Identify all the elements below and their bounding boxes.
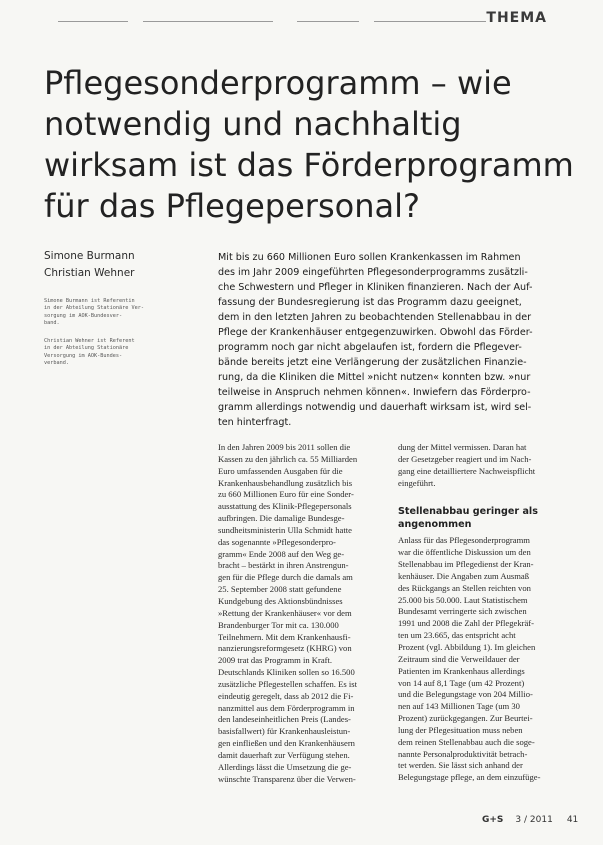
body-line: Belegungstage pflege, an dem einzufüge- <box>398 772 541 783</box>
body-line: gen einfließen und den Krankenhäusern <box>218 738 355 749</box>
section-subheading: Stellenabbau geringer als <box>398 506 538 518</box>
body-line: lung der Pflegesituation muss neben <box>398 724 523 735</box>
body-line: Anlass für das Pflegesonderprogramm <box>398 535 530 546</box>
body-column-2 <box>398 442 568 784</box>
body-line: Euro umfassenden Ausgaben für die <box>218 465 343 476</box>
body-line: eingeführt. <box>398 477 436 488</box>
section-label: THEMA <box>486 10 547 26</box>
author-bio <box>44 338 168 368</box>
body-line: Allerdings lässt die Umsetzung die ge- <box>218 761 352 772</box>
lead-line: teilweise in Anspruch nehmen können«. Inwiefern das Förderpro- <box>218 387 531 398</box>
page-footer <box>482 815 592 825</box>
headline-line: notwendig und nachhaltig <box>44 105 462 143</box>
body-line: Zeitraum sind die Verweildauer der <box>398 653 520 664</box>
body-line: tet werden. Sie lässt sich anhand der <box>398 760 523 771</box>
body-line: eindeutig geregelt, dass ab 2012 die Fi- <box>218 690 354 701</box>
body-line: Teilnehmern. Mit dem Krankenhausfi- <box>218 631 351 642</box>
bio-line: verband. <box>44 360 69 367</box>
body-line: von 14 auf 8,1 Tage (um 42 Prozent) <box>398 677 525 688</box>
author-list <box>44 248 135 282</box>
author-name: Christian Wehner <box>44 267 135 279</box>
body-line: dem reinen Stellenabbau auch die soge- <box>398 736 535 747</box>
body-line: zu 660 Millionen Euro für eine Sonder- <box>218 489 354 500</box>
lead-line: gramm allerdings notwendig und dauerhaft wirksam ist, wird sel- <box>218 402 532 413</box>
body-line: 1991 und 2008 die Zahl der Pflegekräf- <box>398 618 535 629</box>
bio-line: Christian Wehner ist Referent <box>44 338 135 344</box>
body-line: Krankenhausbehandlung zusätzlich bis <box>218 477 353 488</box>
body-line: war die öffentliche Diskussion um den <box>398 547 531 558</box>
body-line: Patienten im Krankenhaus allerdings <box>398 665 525 676</box>
body-line: nannte Personalproduktivität betrach- <box>398 748 528 759</box>
body-line: Prozent) zurückgegangen. Zur Beurtei- <box>398 713 533 724</box>
body-line: In den Jahren 2009 bis 2011 sollen die <box>218 442 351 452</box>
header-rule <box>374 21 486 22</box>
body-line: das sogenannte »Pflegesonderpro- <box>218 536 336 547</box>
body-line: ten um 23.665, das entspricht acht <box>398 630 516 641</box>
body-line: 2009 trat das Programm in Kraft. <box>218 655 333 666</box>
header-rule <box>297 21 359 22</box>
headline-line: Pflegesonderprogramm – wie <box>44 64 512 102</box>
body-line: zusätzliche Pflegestellen schaffen. Es ist <box>218 678 357 689</box>
body-line: gen für die Pflege durch die damals am <box>218 572 353 583</box>
lead-line: che Schwestern und Pfleger in Kliniken finanzieren. Nach der Auf- <box>218 282 533 293</box>
header-rule <box>143 21 273 22</box>
lead-line: fassung der Bundesregierung ist das Programm dazu geeignet, <box>218 297 522 308</box>
body-line: den landeseinheitlichen Preis (Landes- <box>218 714 351 725</box>
bio-line: in der Abteilung Stationäre <box>44 345 129 352</box>
body-line: Kundgebung des Aktionsbündnisses <box>218 595 343 606</box>
lead-line: dem in den letzten Jahren zu beobachtenden Stellenabbau in der <box>218 312 532 323</box>
body-line: bracht – bestärkt in ihren Anstrengun- <box>218 560 349 571</box>
body-line: aufbringen. Die damalige Bundesge- <box>218 513 345 524</box>
lead-paragraph <box>218 250 566 430</box>
bio-line: band. <box>44 320 60 327</box>
section-subheading: angenommen <box>398 519 472 531</box>
body-line: 25.000 bis 50.000. Laut Statistischem <box>398 594 528 605</box>
bio-line: Versorgung im AOK-Bundes- <box>44 352 123 359</box>
lead-line: Pflege der Krankenhäuser entgegenzuwirken. Obwohl das Förder- <box>218 327 533 338</box>
lead-line: Mit bis zu 660 Millionen Euro sollen Krankenkassen im Rahmen <box>218 252 521 263</box>
body-line: gang eine detailliertere Nachweispflicht <box>398 465 536 476</box>
body-line: nen auf 143 Millionen Tage (um 30 <box>398 701 520 712</box>
body-line: Stellenabbau im Pflegedienst der Kran- <box>398 559 534 570</box>
issue-number: 3 / 2011 <box>515 815 553 825</box>
article-headline <box>44 63 584 227</box>
body-line: basisfallwert) für Krankenhausleistun- <box>218 726 351 737</box>
bio-line: sorgung im AOK-Bundesver- <box>44 312 123 319</box>
body-line: Kassen zu den jährlich ca. 55 Milliarden <box>218 453 358 464</box>
author-name: Simone Burmann <box>44 250 135 262</box>
body-column-1 <box>218 442 383 785</box>
body-line: ausstattung des Klinik-Pflegepersonals <box>218 501 352 512</box>
page-number: 41 <box>566 815 579 825</box>
body-line: Prozent (vgl. Abbildung 1). Im gleichen <box>398 641 536 652</box>
body-line: damit dauerhaft zur Verfügung stehen. <box>218 749 350 760</box>
lead-line: programm noch gar nicht abgelaufen ist, fordern die Pflegever- <box>218 342 522 353</box>
lead-line: ten hinterfragt. <box>218 417 292 428</box>
body-line: Bundesamt verringerte sich zwischen <box>398 606 527 617</box>
body-line: wünschte Transparenz über die Verwen- <box>218 773 356 784</box>
body-line: des Rückgangs an Stellen reichten von <box>398 582 531 593</box>
header-rule <box>58 21 128 22</box>
body-line: und die Belegungstage von 204 Millio- <box>398 689 533 700</box>
body-line: gramm« Ende 2008 auf den Weg ge- <box>218 548 345 559</box>
headline-line: wirksam ist das Förderprogramm <box>44 146 574 184</box>
body-line: nanzierungsreformgesetz (KHRG) von <box>218 643 352 654</box>
lead-line: des im Jahr 2009 eingeführten Pflegesonderprogramms zusätzli- <box>218 267 528 278</box>
body-line: »Rettung der Krankenhäuser« vor dem <box>218 607 352 618</box>
bio-line: Simone Burmann ist Referentin <box>44 298 135 304</box>
body-line: kenhäuser. Die Angaben zum Ausmaß <box>398 570 530 581</box>
journal-name: G+S <box>482 815 504 825</box>
lead-line: bände bereits jetzt eine Verlängerung der zusätzlichen Finanzie- <box>218 357 527 368</box>
body-line: der Gesetzgeber reagiert und im Nach- <box>398 453 532 464</box>
bio-line: in der Abteilung Stationäre Ver- <box>44 305 144 312</box>
headline-line: für das Pflegepersonal? <box>44 187 420 225</box>
body-line: nanzmittel aus dem Förderprogramm in <box>218 702 355 713</box>
body-line: 25. September 2008 statt gefundene <box>218 584 342 595</box>
body-line: Brandenburger Tor mit ca. 130.000 <box>218 619 339 630</box>
body-line: sundheitsministerin Ulla Schmidt hatte <box>218 524 352 535</box>
body-line: dung der Mittel vermissen. Daran hat <box>398 442 527 452</box>
author-bio <box>44 298 168 328</box>
body-line: Deutschlands Kliniken sollen so 16.500 <box>218 667 355 678</box>
lead-line: rung, da die Kliniken die Mittel »nicht nutzen« konnten bzw. »nur <box>218 372 531 383</box>
